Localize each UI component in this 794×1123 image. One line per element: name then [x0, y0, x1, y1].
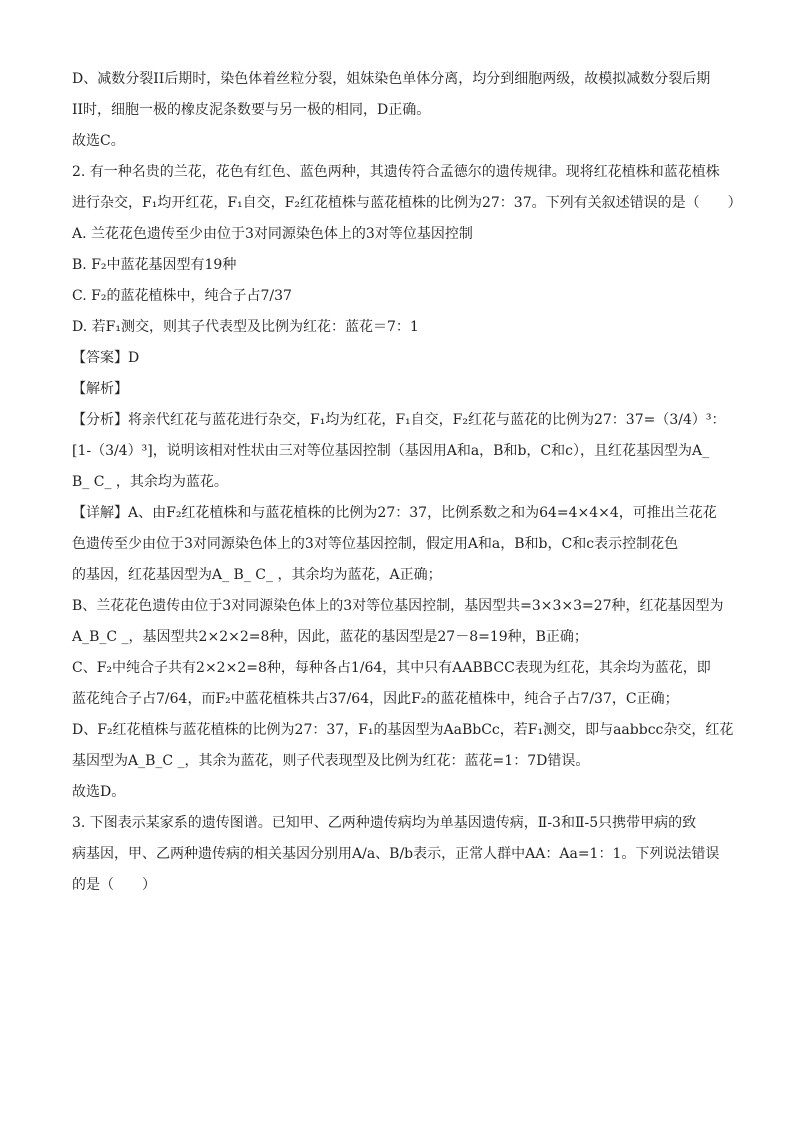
analysis-text: 【分析】将亲代红花与蓝花进行杂交，F₁均为红花，F₁自交，F₂红花与蓝花的比例为27：37=（3/4）³：	[72, 412, 726, 428]
option-a: A. 兰花花色遗传至少由位于3对同源染色体上的3对等位基因控制	[72, 226, 473, 242]
detail-text: 色遗传至少由位于3对同源染色体上的3对等位基因控制，假定用A和a，B和b，C和c表示控制花色	[72, 536, 679, 552]
detail-text: 基因型为A_B_C _，其余为蓝花，则子代表现型及比例为红花：蓝花=1：7D错误。	[72, 753, 590, 769]
detail-text: B、兰花花色遗传由位于3对同源染色体上的3对等位基因控制，基因型共=3×3×3=27种，红花基因型为	[72, 598, 724, 614]
analysis-text: B_ C_ ，其余均为蓝花。	[72, 474, 228, 490]
option-d: D. 若F₁测交，则其子代表型及比例为红花：蓝花＝7：1	[72, 319, 419, 335]
question-3-stem: 病基因，甲、乙两种遗传病的相关基因分别用A/a、B/b表示，正常人群中AA：Aa=1：1。下列说法错误	[72, 846, 720, 862]
text-line: II时，细胞一极的橡皮泥条数要与另一极的相同，D正确。	[72, 102, 431, 118]
detail-text: 的基因，红花基因型为A_ B_ C_ ，其余均为蓝花，A正确；	[72, 567, 442, 583]
question-2-stem: 进行杂交，F₁均开红花，F₁自交，F₂红花植株与蓝花植株的比例为27：37。下列有关叙述错误的是（ ）	[72, 195, 742, 211]
detail-text: 蓝花纯合子占7/64，而F₂中蓝花植株共占37/64，因此F₂的蓝花植株中，纯合子占7/37，C正确；	[72, 691, 679, 707]
analysis-label: 【解析】	[72, 381, 128, 397]
detail-text: 【详解】A、由F₂红花植株和与蓝花植株的比例为27：37，比例系数之和为64=4×4×4，可推出兰花花	[72, 505, 717, 521]
detail-text: C、F₂中纯合子共有2×2×2=8种，每种各占1/64，其中只有AABBCC表现为红花，其余均为蓝花，即	[72, 660, 711, 676]
analysis-text: [1-（3/4）³]，说明该相对性状由三对等位基因控制（基因用A和a，B和b，C和c），且红花基因型为A_	[72, 443, 710, 459]
question-3-stem: 3. 下图表示某家系的遗传图谱。已知甲、乙两种遗传病均为单基因遗传病，Ⅱ-3和Ⅱ-5只携带甲病的致	[72, 815, 697, 831]
text-line: 故选D。	[72, 784, 126, 800]
text-line: 故选C。	[72, 133, 125, 149]
question-3-stem: 的是（ ）	[72, 877, 156, 893]
document-page	[72, 64, 742, 901]
option-c: C. F₂的蓝花植株中，纯合子占7/37	[72, 288, 292, 304]
detail-text: A_B_C _，基因型共2×2×2=8种，因此，蓝花的基因型是27－8=19种，B正确；	[72, 629, 588, 645]
text-line: D、减数分裂II后期时，染色体着丝粒分裂，姐妹染色单体分离，均分到细胞两级，故模拟减数分裂后期	[72, 71, 711, 87]
detail-text: D、F₂红花植株与蓝花植株的比例为27：37，F₁的基因型为AaBbCc，若F₁测交，即与aabbcc杂交，红花	[72, 722, 734, 738]
answer-label: 【答案】D	[72, 350, 140, 366]
question-2-stem: 2. 有一种名贵的兰花，花色有红色、蓝色两种，其遗传符合孟德尔的遗传规律。现将红花植株和蓝花植株	[72, 164, 720, 180]
option-b: B. F₂中蓝花基因型有19种	[72, 257, 237, 273]
